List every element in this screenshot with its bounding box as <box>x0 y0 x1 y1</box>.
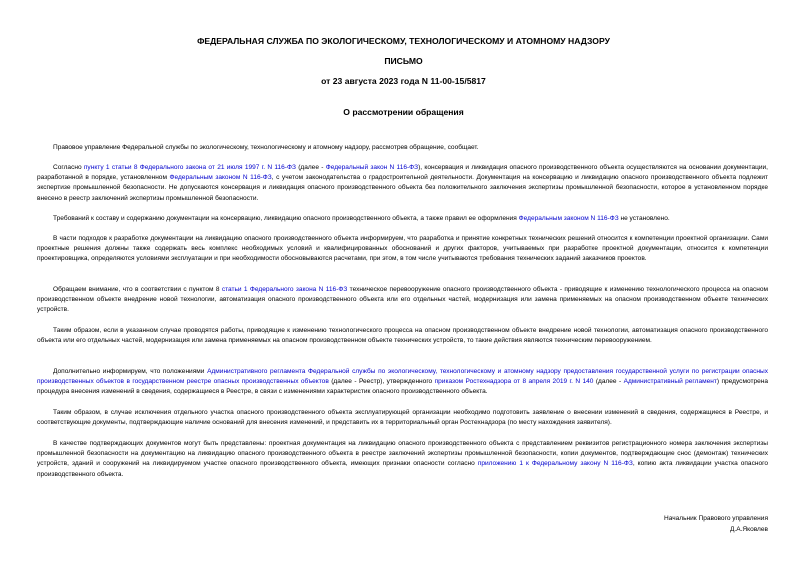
paragraph-requirements <box>37 214 768 224</box>
agency-title: ФЕДЕРАЛЬНАЯ СЛУЖБА ПО ЭКОЛОГИЧЕСКОМУ, ТЕХНОЛОГИЧЕСКОМУ И АТОМНОМУ НАДЗОРУ <box>197 36 610 46</box>
link-order-140[interactable]: приказом Ростехнадзора от 8 апреля 2019 г. N 140 <box>434 378 594 386</box>
text-run: ) предусмотрена процедура внесения изменений в сведения, содержащиеся в Реестре, в связи с изменениями характеристик опасного производственного объекта. <box>37 378 768 396</box>
text-run: (далее - <box>593 378 624 386</box>
text-run: не установлено. <box>618 215 670 222</box>
text-run: (далее - Реестр), утвержденного <box>328 378 435 386</box>
document-subject: О рассмотрении обращения <box>343 107 464 117</box>
text-run: Требований к составу и содержанию документации на консервацию, ликвидацию опасного производственного объекта, а также правил ее оформления <box>53 215 519 222</box>
paragraph-supporting-docs <box>37 439 768 480</box>
document-type: ПИСЬМО <box>384 56 423 66</box>
text-run: Дополнительно информируем, что положениями <box>53 368 208 375</box>
paragraph-approaches: В части подходов к разработке документации на ликвидацию опасного производственного объекта информируем, что разработка и принятие конкретных технических решений относится к компетенции проектной организации. Сами проектные решения должны также содержать весь комплекс необходимых условий и квалифицированных обоснований и других факторов, учитываемых при разработке проектной документации, относится к компетенции проектировщика, определяются условиями эксплуатации и при необходимости обосновываются расчетами, при этом, в том числе учитываются требования технических заданий заказчиков проектов. <box>37 235 768 263</box>
paragraph-legal-basis <box>37 163 768 204</box>
text-run: ), консервация и ликвидация опасного производственного объекта осуществляются на основании документации, разработанной в порядке, установленном <box>37 164 768 182</box>
link-administrative-regulation[interactable]: Административного регламента Федеральной службы по экологическому, технологическому и атомному надзору предоставления государственной услуги по регистрации опасных производственных объектов в государственном реестре опасных производственных объектов <box>37 368 768 386</box>
paragraph-intro: Правовое управление Федеральной службы по экологическому, технологическому и атомному надзору, рассмотрев обращение, сообщает. <box>53 144 479 151</box>
link-law-article-8[interactable]: пункту 1 статьи 8 Федерального закона от 21 июля 1997 г. N 116-ФЗ <box>83 164 296 171</box>
text-run: Согласно <box>53 164 84 171</box>
paragraph-conclusion: Таким образом, если в указанном случае проводятся работы, приводящие к изменению технологического процесса на опасном производственном объекте внедрение новой технологии, автоматизация опасного производственного объекта или его отдельных частей, модернизация или замена применяемых на опасном производственном объекте технических устройств, то такие действия являются техническим перевооружением. <box>37 327 768 345</box>
text-run: Обращаем внимание, что в соответствии с пунктом 8 <box>53 286 222 293</box>
link-law-116fz[interactable]: Федеральным законом N 116-ФЗ <box>518 215 619 222</box>
text-run: , копию акта ликвидации участка опасного производственного объекта. <box>37 460 768 478</box>
text-run: , с учетом законодательства о градостроительной деятельности. Документация на консервацию и ликвидацию опасного производственного объекта подлежит экспертизе промышленной безопасности. Не допускаются консервация и ликвидация опасного производственного объекта без положительного заключения экспертизы промышленной безопасности, которое в установленном порядке внесено в реестр заключений экспертизы промышленной безопасности. <box>37 174 768 202</box>
link-administrative-regulation-short[interactable]: Административный регламент <box>623 378 717 386</box>
link-appendix-1[interactable]: приложению 1 к Федеральному закону N 116-ФЗ <box>477 460 633 468</box>
text-run: техническое перевооружение опасного производственного объекта - приводящие к изменению технологического процесса на опасном производственном объекте внедрение новой технологии, автоматизация опасного производственного объекта или его отдельных частей, модернизация или замена применяемых на опасном производственном объекте технических устройств. <box>37 286 768 314</box>
paragraph-tech-reequipment <box>37 285 768 316</box>
signature-position: Начальник Правового управления <box>664 515 768 522</box>
paragraph-regulation <box>37 367 768 398</box>
text-run: В качестве подтверждающих документов могут быть представлены: проектная документация на ликвидацию опасного производственного объекта с представлением реквизитов регистрационного номера заключения экспертизы промышленной безопасности на документацию на ликвидацию опасного производственного объекта в реестре заключений экспертизы промышленной безопасности, копии документов, подтверждающие снос (демонтаж) технических устройств, зданий и сооружений на ликвидируемом участке опасного производственного объекта, имеющих признаки опасности согласно <box>37 440 768 468</box>
text-run: (далее - <box>295 164 326 171</box>
signature-name: Д.А.Яковлев <box>729 526 768 533</box>
link-law-116fz[interactable]: Федеральным законом N 116-ФЗ <box>169 174 272 182</box>
document-date-number: от 23 августа 2023 года N 11-00-15/5817 <box>321 76 486 86</box>
link-law-116fz[interactable]: Федеральный закон N 116-ФЗ <box>325 164 419 171</box>
paragraph-exclusion: Таким образом, в случае исключения отдельного участка опасного производственного объекта эксплуатирующей организации необходимо подготовить заявление о внесении изменений в сведения, содержащиеся в Реестре, и соответствующие документы, подтверждающие наличие оснований для внесения изменений, и представить их в территориальный орган Ростехнадзора (по месту нахождения заявителя). <box>37 409 768 427</box>
link-law-article-1[interactable]: статьи 1 Федерального закона N 116-ФЗ <box>221 286 348 293</box>
